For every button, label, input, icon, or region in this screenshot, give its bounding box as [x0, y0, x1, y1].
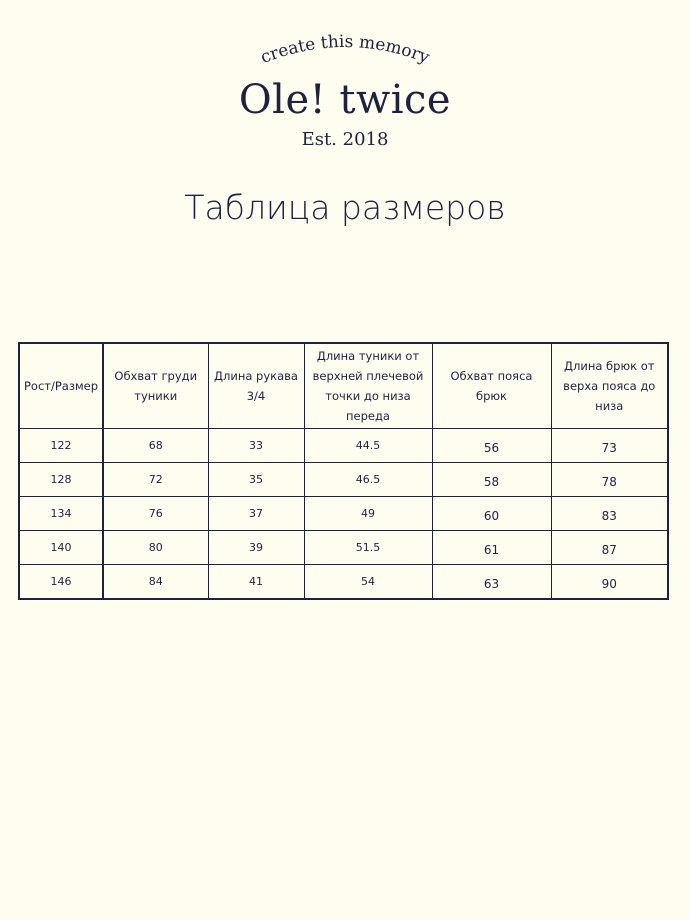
header-tunic-chest: Обхват груди туники	[103, 343, 208, 429]
cell-tunic-length: 54	[304, 565, 432, 600]
table-row	[19, 429, 668, 463]
cell-height: 122	[19, 429, 103, 463]
cell-tunic-length: 49	[304, 497, 432, 531]
cell-pants-length: 87	[551, 531, 668, 565]
cell-sleeve: 33	[208, 429, 304, 463]
cell-chest: 84	[103, 565, 208, 600]
table-row	[19, 565, 668, 600]
cell-tunic-length: 44.5	[304, 429, 432, 463]
cell-height: 140	[19, 531, 103, 565]
cell-waist: 60	[432, 497, 551, 531]
header-height-size: Рост/Размер	[19, 343, 103, 429]
cell-sleeve: 37	[208, 497, 304, 531]
table-header-row	[19, 343, 668, 429]
size-chart-table	[18, 342, 669, 600]
cell-waist: 56	[432, 429, 551, 463]
header-sleeve-length: Длина рукава 3/4	[208, 343, 304, 429]
cell-height: 146	[19, 565, 103, 600]
brand-logo	[0, 0, 690, 80]
cell-waist: 58	[432, 463, 551, 497]
cell-tunic-length: 46.5	[304, 463, 432, 497]
cell-height: 134	[19, 497, 103, 531]
cell-sleeve: 35	[208, 463, 304, 497]
cell-sleeve: 39	[208, 531, 304, 565]
header-pants-length: Длина брюк от верха пояса до низа	[551, 343, 668, 429]
brand-established: Est. 2018	[301, 129, 389, 150]
page-title: Таблица размеров	[184, 188, 506, 227]
table-row	[19, 531, 668, 565]
cell-pants-length: 90	[551, 565, 668, 600]
table-row	[19, 497, 668, 531]
tagline-arc	[0, 0, 690, 80]
brand-tagline: create this memory	[257, 31, 433, 68]
table-body	[19, 429, 668, 600]
brand-name: Ole! twice	[238, 77, 452, 123]
cell-waist: 63	[432, 565, 551, 600]
cell-chest: 72	[103, 463, 208, 497]
cell-height: 128	[19, 463, 103, 497]
cell-chest: 76	[103, 497, 208, 531]
table-row	[19, 463, 668, 497]
cell-pants-length: 78	[551, 463, 668, 497]
cell-pants-length: 73	[551, 429, 668, 463]
cell-chest: 68	[103, 429, 208, 463]
header-tunic-length: Длина туники от верхней плечевой точки до низа переда	[304, 343, 432, 429]
cell-sleeve: 41	[208, 565, 304, 600]
table-header	[19, 343, 668, 429]
header-pants-waist: Обхват пояса брюк	[432, 343, 551, 429]
cell-waist: 61	[432, 531, 551, 565]
cell-chest: 80	[103, 531, 208, 565]
cell-pants-length: 83	[551, 497, 668, 531]
cell-tunic-length: 51.5	[304, 531, 432, 565]
